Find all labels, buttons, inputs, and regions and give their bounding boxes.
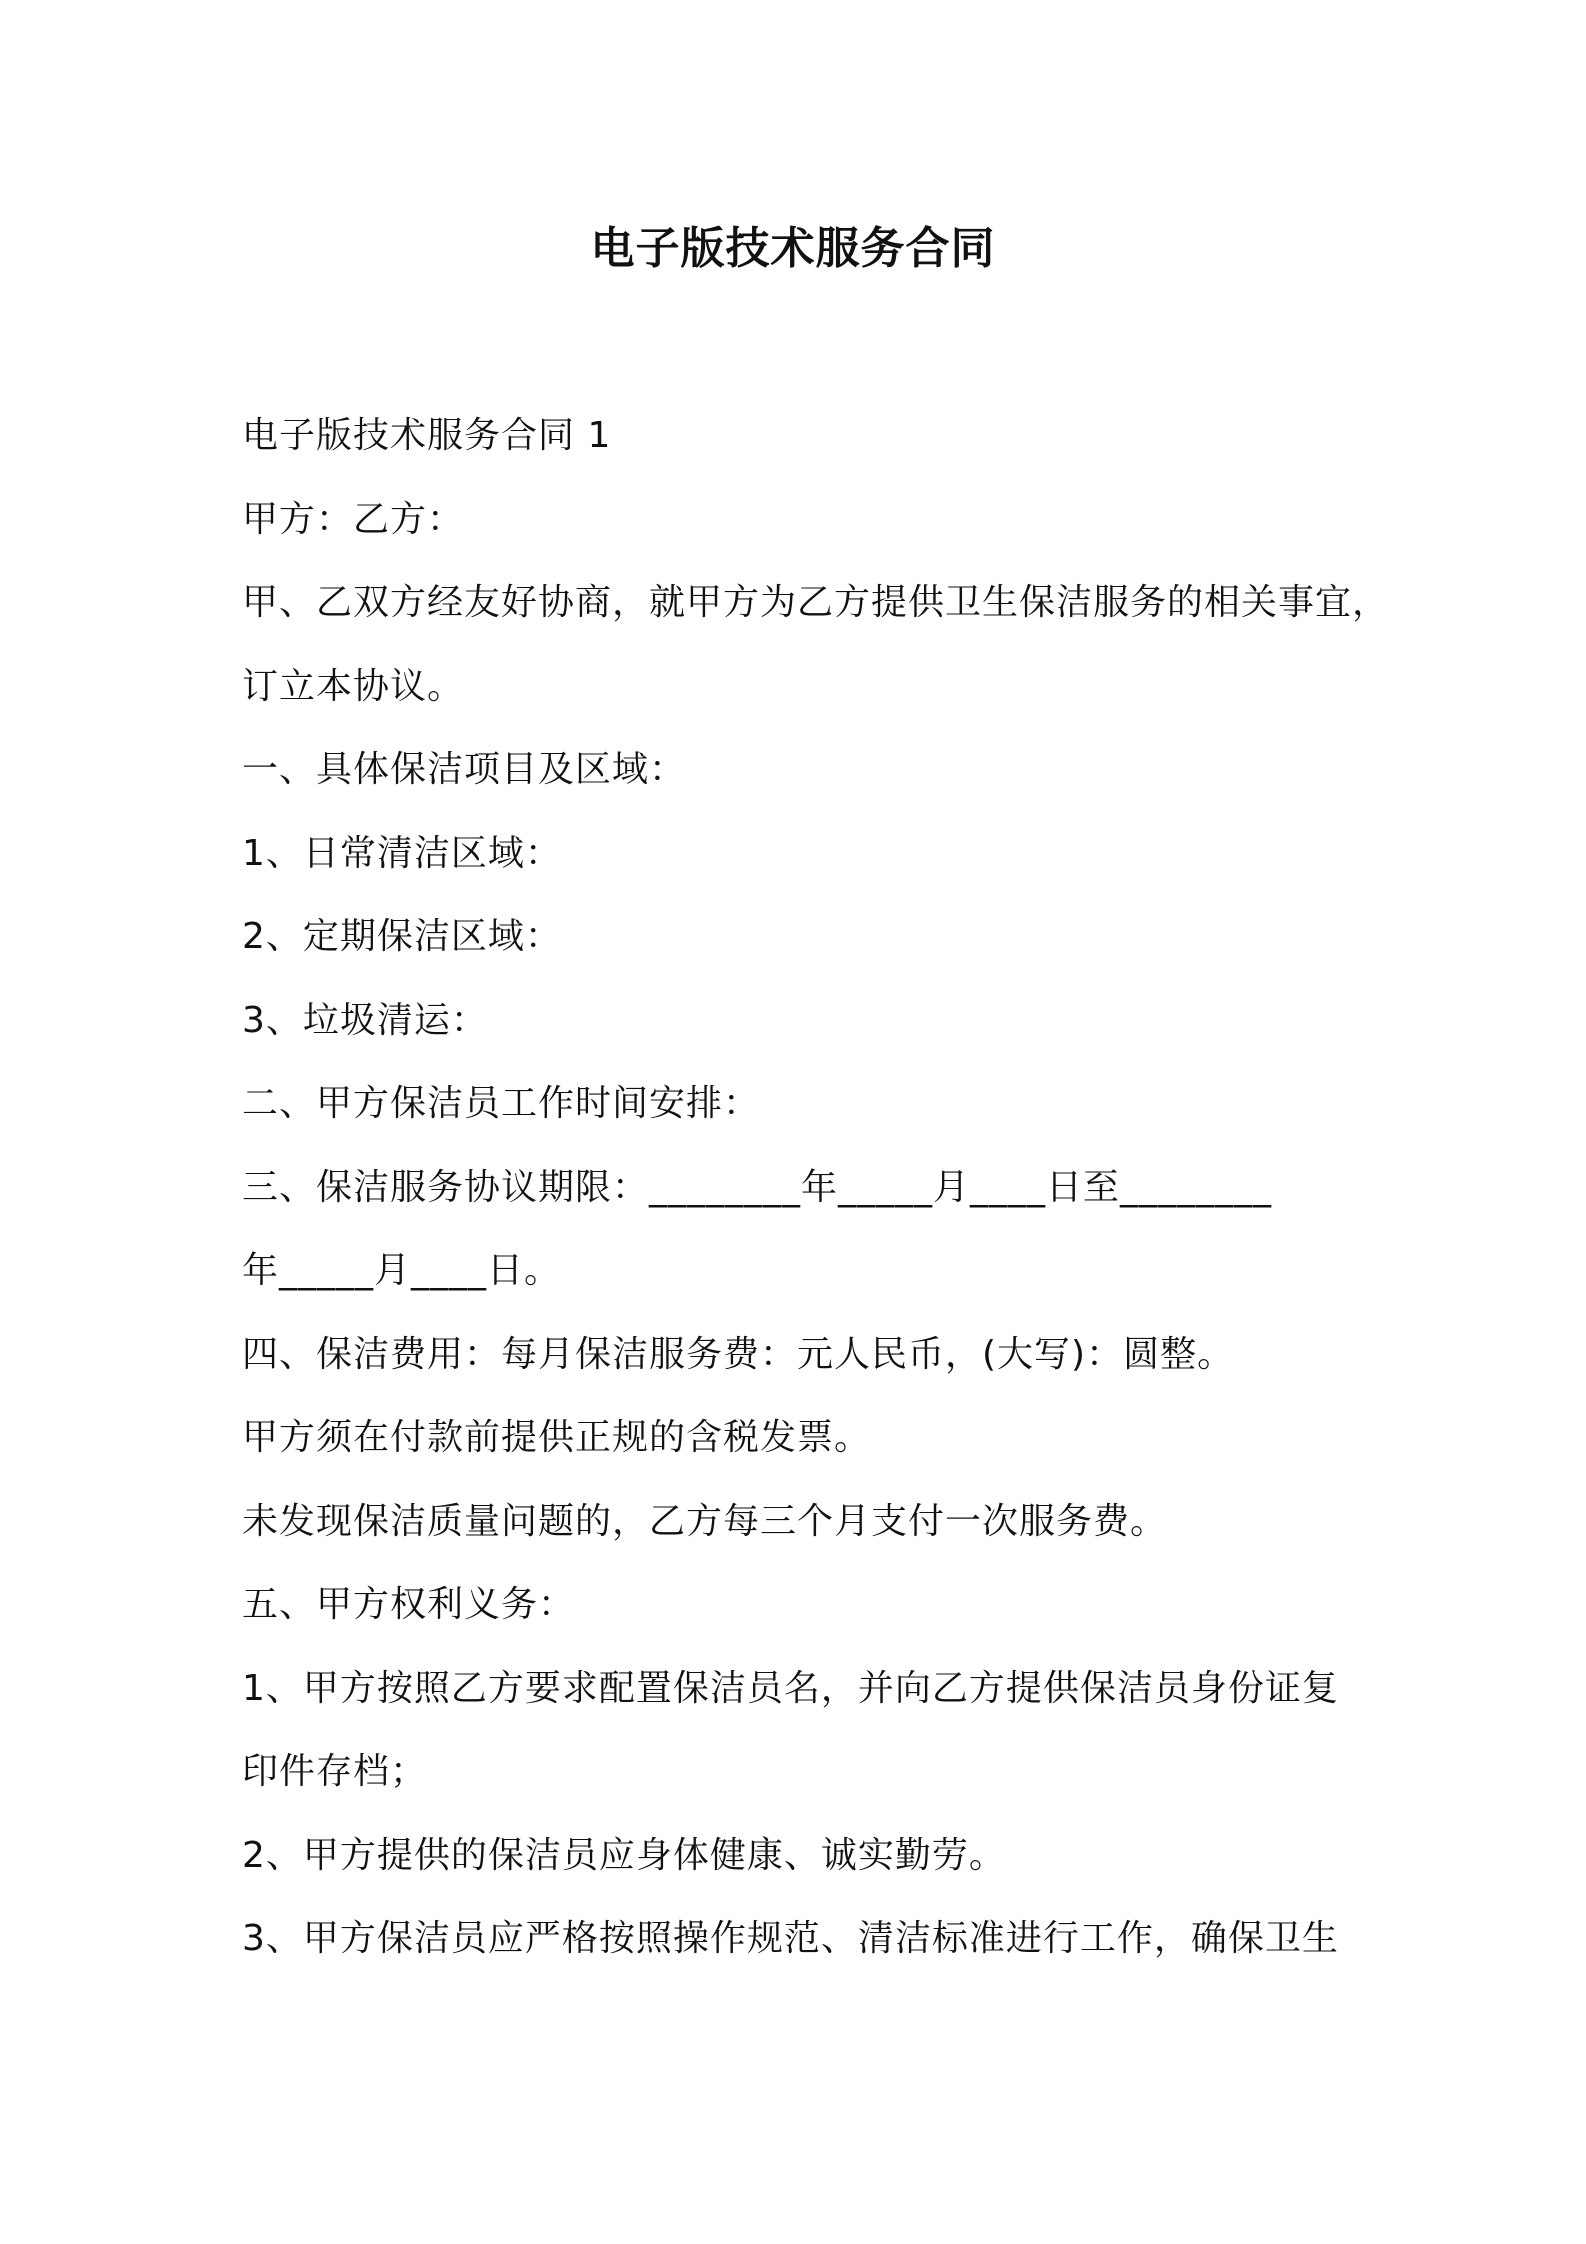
section-heading: 二、甲方保洁员工作时间安排： — [242, 1083, 761, 1124]
list-item: 3、垃圾清运： — [242, 999, 488, 1041]
document-title: 电子版技术服务合同 — [590, 223, 996, 274]
section-heading: 一、具体保洁项目及区域： — [242, 749, 687, 790]
paragraph-line: 甲方须在付款前提供正规的含税发票。 — [242, 1417, 872, 1458]
paragraph-line: 订立本协议。 — [242, 665, 465, 707]
list-item: 2、甲方提供的保洁员应身体健康、诚实勤劳。 — [242, 1834, 1006, 1876]
list-item: 1、日常清洁区域： — [242, 832, 562, 874]
paragraph-line: 年_____月____日。 — [242, 1250, 562, 1291]
list-item: 1、甲方按照乙方要求配置保洁员名，并向乙方提供保洁员身份证复 — [242, 1667, 1339, 1709]
list-item: 3、甲方保洁员应严格按照操作规范、清洁标准进行工作，确保卫生 — [242, 1918, 1339, 1959]
section-heading: 三、保洁服务协议期限：________年_____月____日至________ — [242, 1166, 1273, 1208]
section-heading: 四、保洁费用：每月保洁服务费：元人民币，(大写)：圆整。 — [242, 1333, 1235, 1375]
paragraph-line: 甲、乙双方经友好协商，就甲方为乙方提供卫生保洁服务的相关事宜， — [242, 582, 1390, 623]
paragraph-line: 未发现保洁质量问题的，乙方每三个月支付一次服务费。 — [242, 1500, 1168, 1542]
document-body — [242, 408, 1390, 1995]
section-heading: 五、甲方权利义务： — [242, 1584, 576, 1625]
list-item: 印件存档； — [242, 1751, 428, 1792]
subtitle-line: 电子版技术服务合同 1 — [242, 415, 612, 456]
parties-line: 甲方：乙方： — [242, 498, 465, 540]
list-item: 2、定期保洁区域： — [242, 916, 562, 957]
